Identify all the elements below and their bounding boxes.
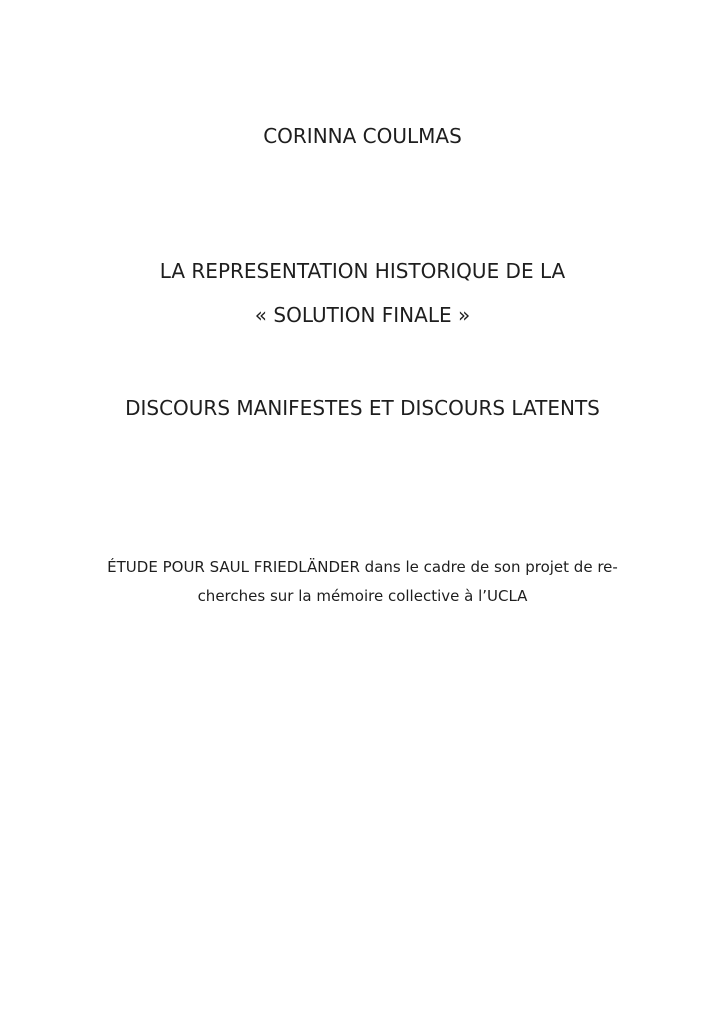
author-name: CORINNA COULMAS <box>263 124 462 148</box>
main-title-line-2: « SOLUTION FINALE » <box>254 303 471 327</box>
main-title-line-1: LA REPRESENTATION HISTORIQUE DE LA <box>159 259 566 283</box>
study-note-line-2: cherches sur la mémoire collective à l’UCLA <box>197 587 528 605</box>
subtitle: DISCOURS MANIFESTES ET DISCOURS LATENTS <box>125 396 600 420</box>
study-note <box>0 553 725 611</box>
study-note-line-1: ÉTUDE POUR SAUL FRIEDLÄNDER dans le cadre de son projet de re- <box>107 558 618 576</box>
